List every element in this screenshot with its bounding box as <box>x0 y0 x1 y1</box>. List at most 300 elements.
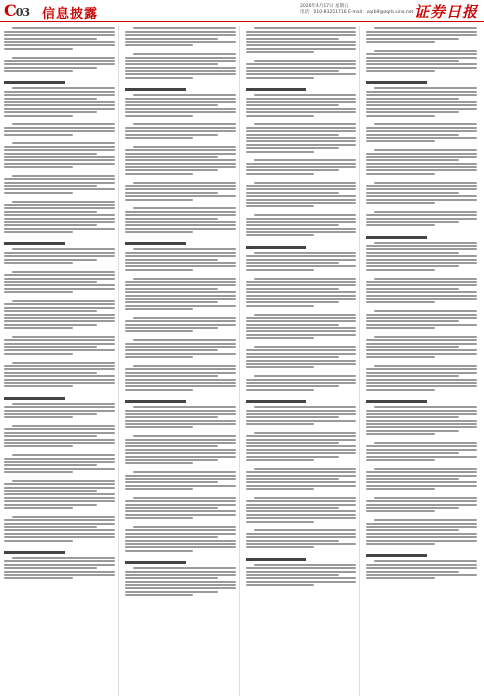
paragraph-gap <box>366 392 477 396</box>
text-line <box>366 475 477 477</box>
paragraph-gap <box>4 295 115 299</box>
paragraph-gap <box>246 550 357 554</box>
text-line <box>246 48 357 50</box>
paragraph-gap <box>4 73 115 77</box>
text-line <box>125 115 194 117</box>
text-line <box>246 389 315 391</box>
text-line <box>246 435 357 437</box>
paragraph-heading <box>4 551 65 554</box>
text-column <box>125 26 240 696</box>
text-line <box>125 265 236 267</box>
text-line <box>246 577 357 579</box>
text-line <box>246 517 357 519</box>
text-line <box>366 375 459 377</box>
text-line <box>4 207 115 209</box>
text-line <box>125 231 194 233</box>
paragraph-heading <box>125 561 186 564</box>
text-line <box>125 368 236 370</box>
text-line <box>246 540 339 542</box>
text-line <box>246 488 315 490</box>
text-line <box>366 221 459 223</box>
text-line <box>254 123 357 125</box>
text-line <box>4 303 115 305</box>
text-line <box>374 242 477 244</box>
text-line <box>12 300 115 302</box>
text-line <box>4 483 115 485</box>
text-line <box>246 77 315 79</box>
text-line <box>246 67 357 69</box>
paragraph-gap <box>4 475 115 479</box>
text-line <box>125 101 236 103</box>
text-line <box>254 214 357 216</box>
text-line <box>254 60 357 62</box>
paragraph-gap <box>366 546 477 550</box>
text-line <box>4 153 97 155</box>
text-line <box>254 27 357 29</box>
text-line <box>4 464 97 466</box>
text-line <box>366 485 477 487</box>
text-line <box>366 301 435 303</box>
paragraph-gap <box>125 334 236 338</box>
paragraph-gap <box>366 305 477 309</box>
text-line <box>125 426 194 428</box>
text-line <box>366 510 435 512</box>
text-line <box>246 571 357 573</box>
text-line <box>366 346 459 348</box>
paragraph-gap <box>125 140 236 144</box>
text-line <box>4 567 97 569</box>
text-line <box>12 87 115 89</box>
paragraph-gap <box>246 238 357 242</box>
text-line <box>254 375 357 377</box>
text-line <box>125 413 236 415</box>
text-line <box>125 163 236 165</box>
text-line <box>246 445 357 447</box>
text-line <box>366 413 477 415</box>
text-line <box>133 53 236 55</box>
text-line <box>125 574 236 576</box>
text-line <box>125 199 194 201</box>
text-line <box>366 98 459 100</box>
text-line <box>366 153 477 155</box>
text-line <box>12 142 115 144</box>
paragraph-heading <box>125 242 186 245</box>
paragraph-gap <box>4 118 115 122</box>
text-line <box>4 416 73 418</box>
text-line <box>12 175 115 177</box>
paragraph-heading <box>4 81 65 84</box>
text-line <box>366 459 435 461</box>
text-line <box>366 262 477 264</box>
text-line <box>4 382 115 384</box>
text-line <box>4 577 73 579</box>
text-line <box>125 420 236 422</box>
text-line <box>366 252 459 254</box>
paragraph-heading <box>246 88 307 91</box>
text-line <box>4 523 115 525</box>
text-line <box>366 57 477 59</box>
text-line <box>4 38 97 40</box>
text-line <box>125 281 236 283</box>
text-line <box>4 365 115 367</box>
text-line <box>366 507 459 509</box>
text-line <box>246 334 357 336</box>
text-line <box>246 111 357 113</box>
text-line <box>125 459 218 461</box>
text-line <box>246 337 315 339</box>
text-line <box>125 517 194 519</box>
paragraph-gap <box>246 272 357 276</box>
text-line <box>374 149 477 151</box>
text-line <box>133 146 236 148</box>
text-line <box>133 497 236 499</box>
text-line <box>254 346 357 348</box>
text-line <box>246 224 339 226</box>
text-line <box>125 259 218 261</box>
text-line <box>4 307 115 309</box>
text-line <box>246 130 357 132</box>
text-line <box>366 63 477 65</box>
paragraph-gap <box>4 51 115 55</box>
text-line <box>125 504 236 506</box>
text-line <box>4 432 115 434</box>
text-line <box>254 406 357 408</box>
text-line <box>366 529 459 531</box>
text-line <box>4 130 115 132</box>
paragraph-gap <box>246 524 357 528</box>
text-line <box>246 288 339 290</box>
paragraph-gap <box>366 144 477 148</box>
text-line <box>4 211 97 213</box>
text-line <box>366 265 459 267</box>
text-line <box>366 426 477 428</box>
text-line <box>246 301 339 303</box>
text-line <box>246 536 357 538</box>
paragraph-gap <box>246 154 357 158</box>
text-line <box>366 320 459 322</box>
text-line <box>366 166 477 168</box>
text-line <box>125 389 194 391</box>
text-line <box>246 195 357 197</box>
text-line <box>12 248 115 250</box>
text-line <box>246 327 357 329</box>
text-line <box>125 137 194 139</box>
text-line <box>125 111 236 113</box>
text-line <box>246 169 339 171</box>
text-line <box>246 385 339 387</box>
text-line <box>366 298 477 300</box>
text-line <box>366 140 435 142</box>
text-line <box>246 481 357 483</box>
paragraph-gap <box>125 491 236 495</box>
text-line <box>366 324 477 326</box>
text-line <box>4 372 97 374</box>
text-line <box>246 356 339 358</box>
paragraph-gap <box>366 330 477 334</box>
text-line <box>246 115 315 117</box>
paragraph-gap <box>366 272 477 276</box>
text-line <box>366 245 477 247</box>
text-line <box>12 425 115 427</box>
text-line <box>246 382 357 384</box>
text-line <box>366 192 459 194</box>
text-line <box>366 248 477 250</box>
text-line <box>366 327 435 329</box>
text-line <box>125 295 236 297</box>
text-line <box>4 127 115 129</box>
text-line <box>4 413 97 415</box>
paragraph-gap <box>366 437 477 441</box>
text-line <box>246 192 339 194</box>
text-line <box>246 363 357 365</box>
text-line <box>125 488 194 490</box>
text-line <box>366 385 477 387</box>
text-line <box>4 48 73 50</box>
text-line <box>125 550 194 552</box>
text-line <box>12 336 115 338</box>
text-line <box>12 123 115 125</box>
text-line <box>125 439 236 441</box>
text-line <box>366 288 459 290</box>
text-line <box>4 339 115 341</box>
text-line <box>4 274 115 276</box>
text-line <box>4 410 115 412</box>
text-line <box>125 514 236 516</box>
text-line <box>4 188 115 190</box>
text-line <box>4 284 115 286</box>
text-line <box>4 111 97 113</box>
text-line <box>246 231 357 233</box>
paragraph-gap <box>246 80 357 84</box>
text-line <box>125 130 236 132</box>
text-line <box>125 221 236 223</box>
text-line <box>246 51 315 53</box>
text-line <box>125 173 194 175</box>
text-line <box>246 281 357 283</box>
text-line <box>125 211 236 213</box>
text-line <box>125 34 236 36</box>
text-line <box>133 567 236 569</box>
text-line <box>125 252 236 254</box>
text-line <box>125 149 236 151</box>
text-line <box>4 500 115 502</box>
text-line <box>366 433 435 435</box>
paragraph-gap <box>125 176 236 180</box>
text-column <box>4 26 119 696</box>
paragraph-gap <box>125 360 236 364</box>
text-line <box>125 475 236 477</box>
text-line <box>4 214 115 216</box>
text-line <box>4 149 115 151</box>
text-line <box>125 449 236 451</box>
text-line <box>366 478 459 480</box>
paragraph-heading <box>125 88 186 91</box>
text-line <box>125 543 236 545</box>
text-line <box>4 574 115 576</box>
text-line <box>366 130 477 132</box>
text-line <box>246 500 357 502</box>
text-line <box>4 349 115 351</box>
text-line <box>366 423 477 425</box>
text-line <box>366 41 435 43</box>
text-line <box>366 430 459 432</box>
text-line <box>125 330 194 332</box>
text-line <box>246 360 357 362</box>
text-line <box>4 98 97 100</box>
paragraph-gap <box>4 265 115 269</box>
text-line <box>4 182 115 184</box>
text-line <box>4 34 115 36</box>
paragraph-gap <box>4 234 115 238</box>
text-line <box>4 91 115 93</box>
text-line <box>254 252 357 254</box>
text-line <box>366 410 477 412</box>
text-line <box>125 591 218 593</box>
paragraph-gap <box>246 308 357 312</box>
text-line <box>366 536 477 538</box>
text-line <box>125 70 236 72</box>
paragraph-gap <box>246 462 357 466</box>
text-line <box>4 536 115 538</box>
text-line <box>4 221 115 223</box>
text-line <box>246 324 339 326</box>
text-line <box>4 487 115 489</box>
text-line <box>133 248 236 250</box>
text-line <box>4 540 73 542</box>
paragraph-heading <box>366 81 427 84</box>
text-line <box>125 31 236 33</box>
text-line <box>125 73 236 75</box>
text-line <box>366 577 435 579</box>
paragraph-gap <box>246 491 357 495</box>
text-line <box>125 385 236 387</box>
text-line <box>366 70 435 72</box>
text-line <box>366 214 477 216</box>
text-line <box>366 339 477 341</box>
paragraph-gap <box>125 234 236 238</box>
text-line <box>366 449 477 451</box>
text-line <box>366 284 477 286</box>
text-line <box>366 53 477 55</box>
text-line <box>4 375 115 377</box>
paragraph-heading <box>246 558 307 561</box>
text-line <box>125 462 194 464</box>
paragraph-gap <box>4 356 115 360</box>
text-line <box>4 178 115 180</box>
text-line <box>366 108 477 110</box>
text-line <box>246 41 357 43</box>
text-line <box>246 104 339 106</box>
text-column <box>246 26 361 696</box>
text-line <box>125 284 236 286</box>
paragraph-gap <box>246 587 357 591</box>
text-line <box>4 406 115 408</box>
text-line <box>366 416 459 418</box>
text-line <box>366 574 477 576</box>
text-line <box>4 262 73 264</box>
text-line <box>366 471 477 473</box>
text-line <box>246 134 339 136</box>
text-line <box>133 27 236 29</box>
text-line <box>4 156 115 158</box>
text-line <box>4 343 115 345</box>
text-line <box>374 468 477 470</box>
text-line <box>366 91 477 93</box>
text-line <box>4 504 97 506</box>
text-line <box>4 379 115 381</box>
text-line <box>366 567 477 569</box>
text-line <box>133 207 236 209</box>
text-line <box>4 507 73 509</box>
text-line <box>125 327 218 329</box>
text-line <box>125 382 236 384</box>
text-line <box>125 507 218 509</box>
text-line <box>4 442 115 444</box>
text-line <box>125 324 236 326</box>
text-line <box>366 156 477 158</box>
date-line: 2020年4月17日 星期五 <box>300 4 349 9</box>
paragraph-heading <box>366 236 427 239</box>
text-line <box>4 228 115 230</box>
text-line <box>4 439 115 441</box>
text-line <box>4 108 115 110</box>
text-line <box>4 291 73 293</box>
text-line <box>125 481 218 483</box>
text-line <box>4 159 115 161</box>
text-line <box>4 231 73 233</box>
text-line <box>366 185 477 187</box>
text-line <box>366 488 435 490</box>
text-line <box>366 127 477 129</box>
text-line <box>246 567 357 569</box>
text-line <box>4 533 115 535</box>
paragraph-gap <box>246 392 357 396</box>
text-line <box>4 519 115 521</box>
text-line <box>125 305 236 307</box>
text-column <box>366 26 480 696</box>
text-line <box>4 281 97 283</box>
text-line <box>366 445 477 447</box>
paragraph-gap <box>246 55 357 59</box>
text-line <box>374 123 477 125</box>
text-line <box>246 44 357 46</box>
paragraph-gap <box>366 44 477 48</box>
paragraph-gap <box>366 118 477 122</box>
text-line <box>246 420 357 422</box>
text-line <box>246 521 315 523</box>
text-line <box>374 50 477 52</box>
text-line <box>246 108 357 110</box>
text-line <box>125 308 194 310</box>
text-line <box>125 262 236 264</box>
paragraph-gap <box>125 392 236 396</box>
text-line <box>246 379 357 381</box>
text-line <box>246 456 339 458</box>
paragraph-gap <box>125 202 236 206</box>
text-line <box>374 336 477 338</box>
text-line <box>125 442 236 444</box>
text-line <box>4 564 115 566</box>
text-line <box>12 403 115 405</box>
text-line <box>125 416 218 418</box>
text-line <box>133 317 236 319</box>
text-line <box>254 468 357 470</box>
text-line <box>246 166 357 168</box>
text-line <box>4 468 115 470</box>
text-line <box>4 353 73 355</box>
paragraph-gap <box>125 430 236 434</box>
text-line <box>4 471 73 473</box>
